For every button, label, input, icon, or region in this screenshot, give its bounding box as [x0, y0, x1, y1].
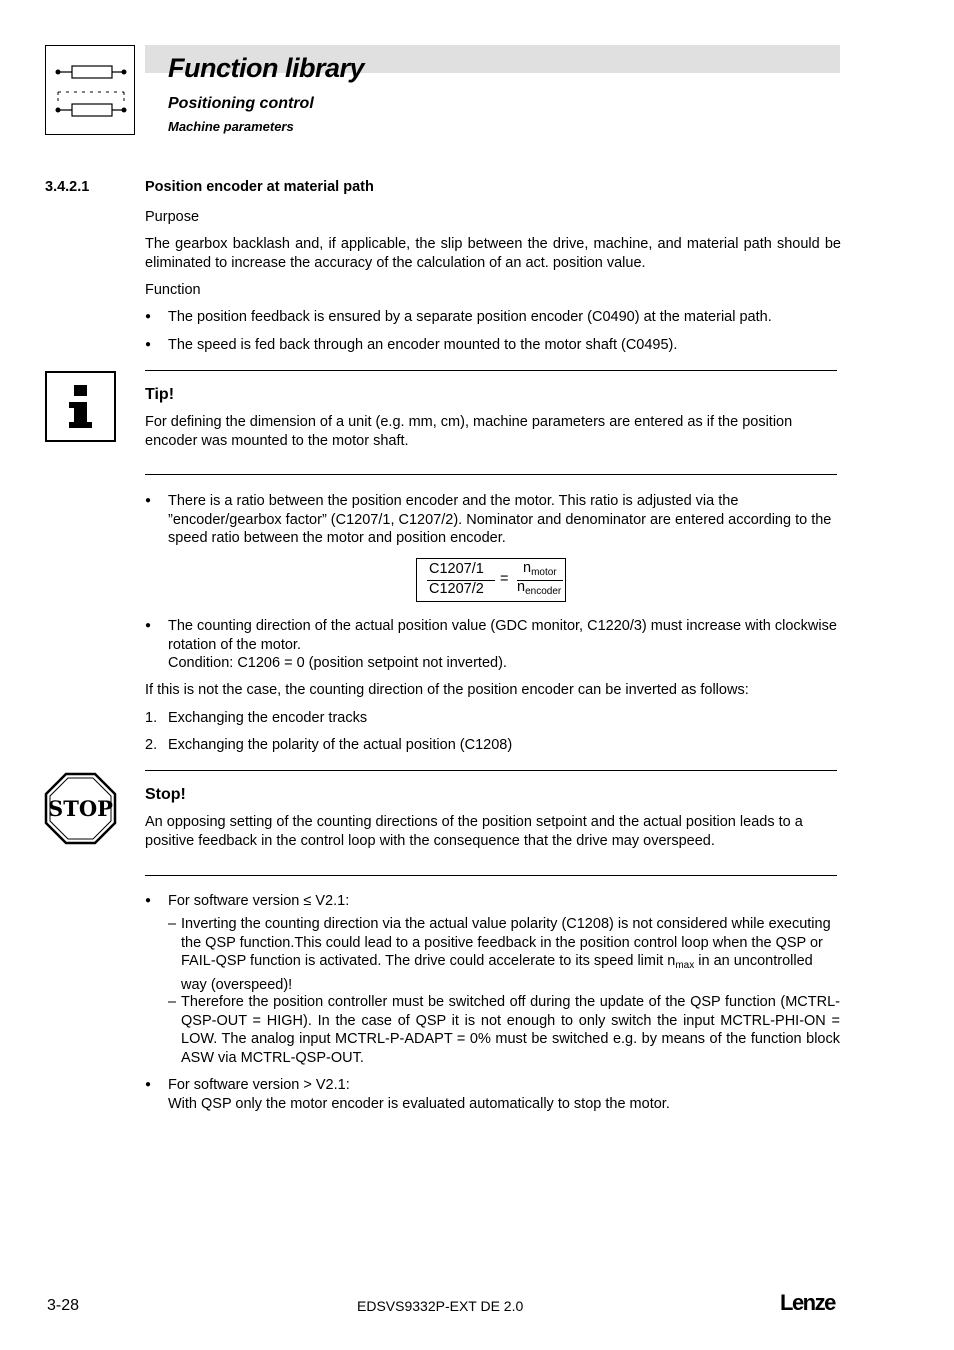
- lenze-logo: Lenze: [780, 1290, 835, 1315]
- purpose-text: The gearbox backlash and, if applicable, the slip between the drive, machine, and material path should be eliminated to increase the accuracy of the calculation of an act. position value.: [145, 236, 841, 271]
- stop-top-rule: [145, 770, 837, 771]
- sw-bullet-1-title: For software version ≤ V2.1:: [168, 893, 350, 909]
- stop-text: An opposing setting of the counting directions of the position setpoint and the actual position leads to a positive feedback in the control loop with the consequence that the drive may overspeed.: [145, 814, 803, 849]
- bullet-dot: ●: [145, 620, 152, 631]
- page-subtitle: Positioning control: [168, 95, 314, 112]
- stop-heading: Stop!: [145, 786, 186, 803]
- stop-icon: [44, 772, 117, 845]
- invert-intro: If this is not the case, the counting direction of the position encoder can be inverted as follows:: [145, 682, 749, 698]
- info-icon: [45, 371, 116, 442]
- ratio-bullet: There is a ratio between the position encoder and the motor. This ratio is adjusted via the ”encoder/gearbox factor” (C1207/1, C1207/2). Nominator and denominator are entered according to the speed ratio between the motor and position encoder.: [168, 493, 832, 546]
- tip-top-rule: [145, 370, 837, 371]
- document-id: EDSVS9332P-EXT DE 2.0: [357, 1298, 524, 1314]
- tip-bottom-rule: [145, 474, 837, 475]
- tip-text: For defining the dimension of a unit (e.g. mm, cm), machine parameters are entered as if the position encoder was mounted to the motor shaft.: [145, 414, 793, 449]
- svg-text:STOP: STOP: [48, 796, 113, 821]
- function-block-icon: [46, 46, 134, 134]
- bullet-dot: ●: [145, 339, 152, 350]
- page-subsubtitle: Machine parameters: [168, 119, 294, 134]
- function-bullet-2: The speed is fed back through an encoder mounted to the motor shaft (C0495).: [168, 337, 678, 353]
- sw-bullet-1-dash-1: Inverting the counting direction via the actual value polarity (C1208) is not considered while executing the QSP function.This could lead to a positive feedback in the position control loop when the QSP or FAIL-QSP function is activated. The drive could accelerate to its speed limit $n_{max}$ in an uncontrolled way (overspeed)!: [181, 916, 831, 993]
- bullet-dot: ●: [145, 895, 152, 906]
- function-bullet-1: The position feedback is ensured by a separate position encoder (C0490) at the material path.: [168, 309, 772, 325]
- counting-bullet: The counting direction of the actual position value (GDC monitor, C1220/3) must increase with clockwise rotation of the motor. Condition: C1206 = 0 (position setpoint not inverted).: [168, 618, 837, 671]
- function-label: Function: [145, 282, 201, 298]
- page-title: Function library: [168, 53, 365, 83]
- dash: –: [168, 916, 177, 932]
- invert-step-2: Exchanging the polarity of the actual position (C1208): [168, 737, 513, 753]
- page-number: 3-28: [47, 1297, 80, 1314]
- dash: –: [168, 994, 177, 1010]
- bullet-dot: ●: [145, 495, 152, 506]
- invert-step-1: Exchanging the encoder tracks: [168, 710, 368, 726]
- invert-step-2-num: 2.: [145, 737, 158, 753]
- formula-n-encoder: $n_{encoder}$: [517, 579, 562, 597]
- formula-n-motor: $n_{motor}$: [523, 560, 557, 578]
- ratio-formula: [416, 558, 566, 602]
- section-number: 3.4.2.1: [45, 179, 90, 195]
- sw-bullet-1-dash-2: Therefore the position controller must be switched off during the update of the QSP function (MCTRL-QSP-OUT = HIGH). In the case of QSP it is not enough to only switch the input MCTRL-PHI-ON = LOW. The analog input MCTRL-P-ADAPT = 0% must be switched e.g. by means of the function block ASW via MCTRL-QSP-OUT.: [181, 994, 840, 1066]
- tip-heading: Tip!: [145, 386, 175, 403]
- formula-denominator: C1207/2: [429, 581, 484, 597]
- stop-bottom-rule: [145, 875, 837, 876]
- chapter-icon: [45, 45, 135, 135]
- bullet-dot: ●: [145, 311, 152, 322]
- formula-equals: =: [500, 571, 509, 587]
- section-title: Position encoder at material path: [145, 179, 374, 195]
- bullet-dot: ●: [145, 1079, 152, 1090]
- purpose-label: Purpose: [145, 209, 200, 225]
- invert-step-1-num: 1.: [145, 710, 158, 726]
- formula-numerator: C1207/1: [429, 561, 484, 577]
- sw-bullet-2: For software version > V2.1: With QSP only the motor encoder is evaluated automatically to stop the motor.: [168, 1077, 670, 1112]
